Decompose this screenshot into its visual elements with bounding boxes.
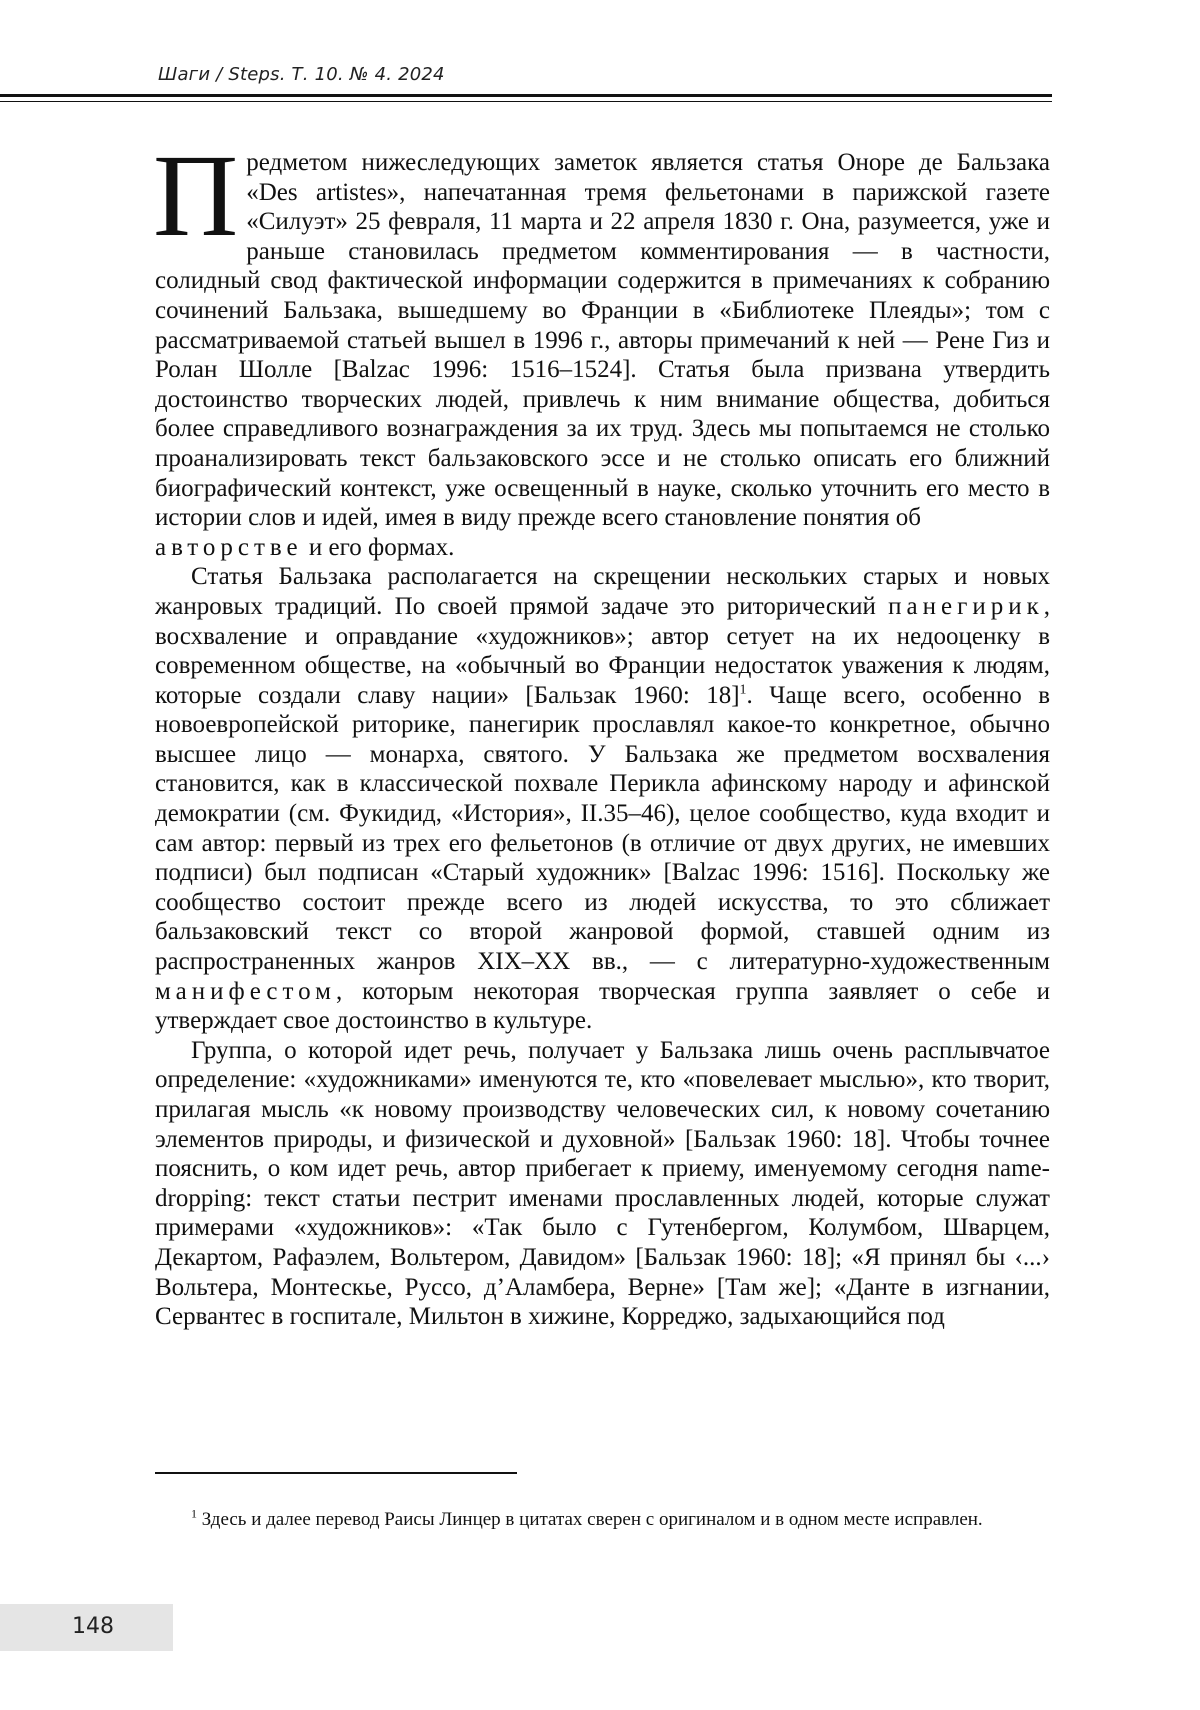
running-head: Шаги / Steps. Т. 10. № 4. 2024: [158, 64, 445, 85]
spaced-term-panegyric: панегирик: [888, 593, 1044, 620]
footnote: [155, 1508, 1050, 1532]
paragraph-2-text-b: , восхваление и оправдание «художников»; автор сетует на их недооценку в современном обществе, на «обычный во Франции недостаток уважения к людям, которые создали славу нации» [Бальзак 1960: 18]: [155, 593, 1050, 709]
drop-cap: П: [153, 152, 238, 240]
paragraph-2-text-c: . Чаще всего, особенно в новоевропейской риторике, панегирик прославлял какое-то конкретное, обычно высшее лицо — монарха, святого. У Бальзака же предметом восхваления становится, как в классической похвале Перикла афинскому народу и афинской демократии (см. Фукидид, «История», II.35–46), целое сообщество, куда входит и сам автор: первый из трех его фельетонов (в отличие от двух других, не имевших подписи) был подписан «Старый художник» [Balzac 1996: 1516]. Поскольку же сообщество состоит прежде всего из людей искусства, то это сближает бальзаковский текст со второй жанровой формой, ставшей одним из распространенных жанров XIX–XX вв., — с литературно-художественным: [155, 682, 1050, 975]
footnote-rule: [155, 1472, 517, 1474]
paragraph-1: [155, 148, 1050, 562]
page-number: 148: [72, 1614, 114, 1639]
spaced-term-authorship: авторстве: [155, 534, 303, 561]
paragraph-2: [155, 562, 1050, 1036]
spaced-term-manifesto: манифестом: [155, 978, 336, 1005]
footnote-text: Здесь и далее перевод Раисы Линцер в цитатах сверен с оригиналом и в одном месте исправлен.: [197, 1509, 983, 1530]
paragraph-3-text: Группа, о которой идет речь, получает у Бальзака лишь очень расплывчатое определение: «художниками» именуются те, кто «повелевает мыслью», кто творит, прилагая мысль «к новому производству человеческих сил, к новому сочетанию элементов природы, и физической и духовной» [Бальзак 1960: 18]. Чтобы точнее пояснить, о ком идет речь, автор прибегает к приему, именуемому сегодня name-dropping: текст статьи пестрит именами прославленных людей, которые служат примерами «художников»: «Так было с Гутенбергом, Колумбом, Шварцем, Декартом, Рафаэлем, Вольтером, Давидом» [Бальзак 1960: 18]; «Я принял бы ‹...› Вольтера, Монтескье, Руссо, д’Аламбера, Верне» [Там же]; «Данте в изгнании, Сервантес в госпитале, Мильтон в хижине, Корреджо, задыхающийся под: [155, 1037, 1050, 1330]
paragraph-2-text-d: , которым некоторая творческая группа заявляет о себе и утверждает свое достоинство в культуре.: [155, 978, 1050, 1035]
paragraph-1-text-a: редметом нижеследующих заметок является статья Оноре де Бальзака «Des artistes», напечатанная тремя фельетонами в парижской газете «Силуэт» 25 февраля, 11 марта и 22 апреля 1830 г. Она, разумеется, уже и раньше становилась предметом комментирования — в частности, солидный свод фактической информации содержится в примечаниях к собранию сочинений Бальзака, вышедшему во Франции в «Библиотеке Плеяды»; том с рассматриваемой статьей вышел в 1996 г., авторы примечаний к ней — Рене Гиз и Ролан Шолле [Balzac 1996: 1516–1524]. Статья была призвана утвердить достоинство творческих людей, привлечь к ним внимание общества, добиться более справедливого вознаграждения за их труд. Здесь мы попытаемся не столько проанализировать текст бальзаковского эссе и не столько описать его ближний биографический контекст, уже освещенный в науке, сколько уточнить его место в истории слов и идей, имея в виду прежде всего становление понятия об: [155, 149, 1050, 531]
article-body: [155, 148, 1050, 1332]
footnote-number: 1: [191, 1507, 197, 1521]
paragraph-1-text-b: и его формах.: [303, 534, 455, 561]
paragraph-3: [155, 1036, 1050, 1332]
paragraph-2-text-a: Статья Бальзака располагается на скрещении нескольких старых и новых жанровых традиций. По своей прямой задаче это риторический: [155, 563, 1050, 620]
header-rule-thick: [0, 94, 1052, 97]
header-rule-thin: [0, 101, 1052, 102]
footnote-reference[interactable]: 1: [740, 682, 747, 697]
page-number-box: [0, 1604, 173, 1651]
